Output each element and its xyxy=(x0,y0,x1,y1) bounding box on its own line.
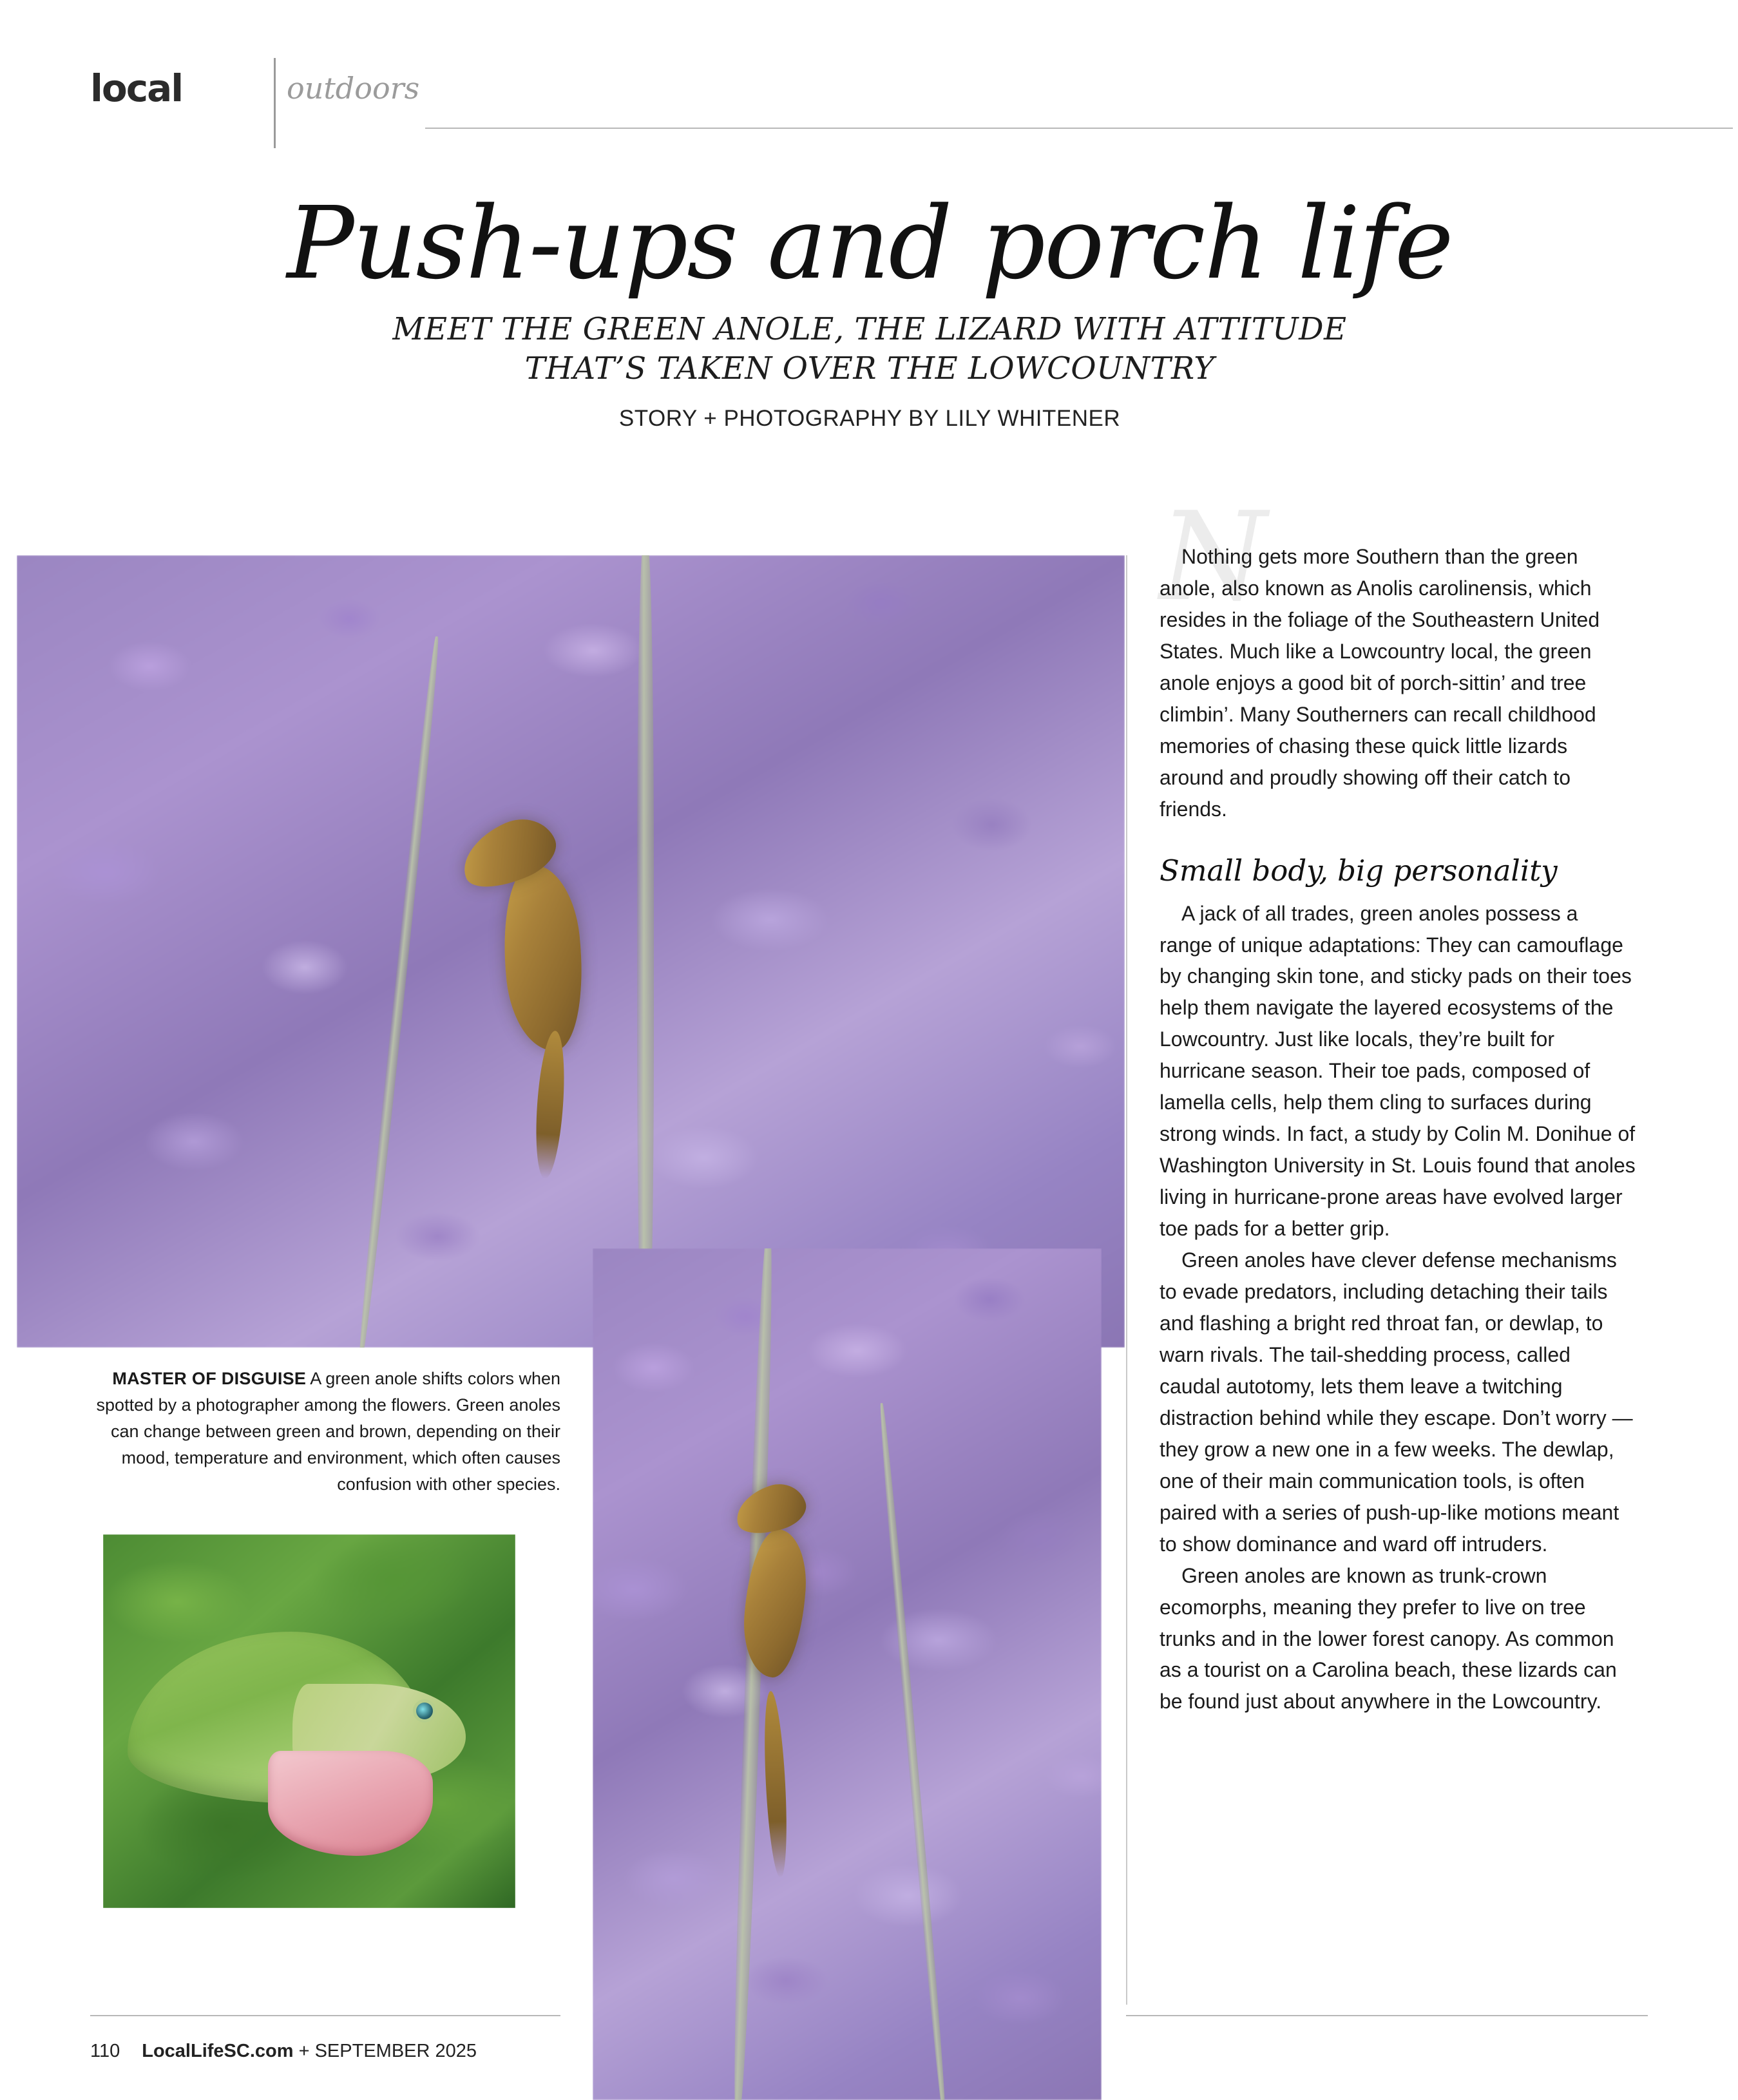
body-paragraph: Green anoles have clever defense mechanisms to evade predators, including detaching their tails and flashing a bright red throat fan, or dewlap, to warn rivals. The tail-shedding process, called caudal autotomy, lets them leave a twitching distraction behind while they escape. Don’t worry — they grow a new one in a few weeks. The dewlap, one of their main communication tools, is often paired with a series of push-up-like motions meant to show dominance and ward off intruders. xyxy=(1160,1248,1633,1556)
masthead-rule xyxy=(425,128,1733,129)
photo-anole-in-lavender-main xyxy=(17,555,1125,1348)
section-label: outdoors xyxy=(287,71,420,106)
photo-caption xyxy=(84,1366,560,1498)
masthead xyxy=(90,66,1649,121)
masthead-divider xyxy=(274,58,276,148)
anole-dewlap xyxy=(268,1751,433,1855)
column-divider xyxy=(1126,555,1127,2005)
deck-line-1: MEET THE GREEN ANOLE, THE LIZARD WITH ATTITUDE xyxy=(392,311,1347,347)
section-subhead: Small body, big personality xyxy=(1160,853,1558,888)
article-deck xyxy=(90,310,1649,389)
flower-stalk xyxy=(637,555,654,1348)
brand-logo: local xyxy=(90,66,183,110)
footer-rule-left xyxy=(90,2015,560,2016)
body-paragraph: Green anoles are known as trunk-crown ecomorphs, meaning they prefer to live on tree trunks and in the lower forest canopy. As common as a tourist on a Carolina beach, these lizards can be found just about anywhere in the Lowcountry. xyxy=(1160,1563,1617,1713)
drop-cap: N xyxy=(1160,486,1267,628)
title-block xyxy=(90,185,1649,432)
footer-site: LocalLifeSC.com xyxy=(142,2041,294,2061)
body-paragraph: Nothing gets more Southern than the green anole, also known as Anolis carolinensis, which resides in the foliage of the Southeastern United States. Much like a Lowcountry local, the green anole enjoys a good bit of porch-sittin’ and tree climbin’. Many Southerners can recall childhood memories of chasing these quick little lizards around and proudly showing off their catch to friends. xyxy=(1160,545,1600,821)
photo-green-anole-dewlap xyxy=(103,1534,515,1908)
lavender-field-texture-tall xyxy=(593,1248,1102,2100)
page-footer xyxy=(90,2041,477,2062)
deck-line-2: THAT’S TAKEN OVER THE LOWCOUNTRY xyxy=(524,350,1215,387)
page-title: Push-ups and porch life xyxy=(287,185,1453,301)
footer-issue: + SEPTEMBER 2025 xyxy=(298,2041,477,2061)
byline: STORY + PHOTOGRAPHY BY LILY WHITENER xyxy=(618,405,1121,431)
photo-anole-on-stalk-tall xyxy=(593,1248,1102,2100)
body-paragraph: A jack of all trades, green anoles possess a range of unique adaptations: They can camouflage by changing skin tone, and sticky pads on their toes help them navigate the layered ecosystems of the Lowcountry. Just like locals, they’re built for hurricane season. Their toe pads, composed of lamella cells, help them cling to surfaces during strong winds. In fact, a study by Colin M. Donihue of Washington University in St. Louis found that anoles living in hurricane-prone areas have evolved larger toe pads for a better grip. xyxy=(1160,901,1636,1241)
caption-lead: MASTER OF DISGUISE xyxy=(112,1369,307,1388)
article-body xyxy=(1160,541,1636,1717)
page-number: 110 xyxy=(90,2041,120,2061)
footer-rule-right xyxy=(1126,2015,1648,2016)
caption-text: A green anole shifts colors when spotted by a photographer among the flowers. Green anoles can change between green and brown, depending on their mood, temperature and environment, which often causes confusion with other species. xyxy=(96,1369,560,1494)
